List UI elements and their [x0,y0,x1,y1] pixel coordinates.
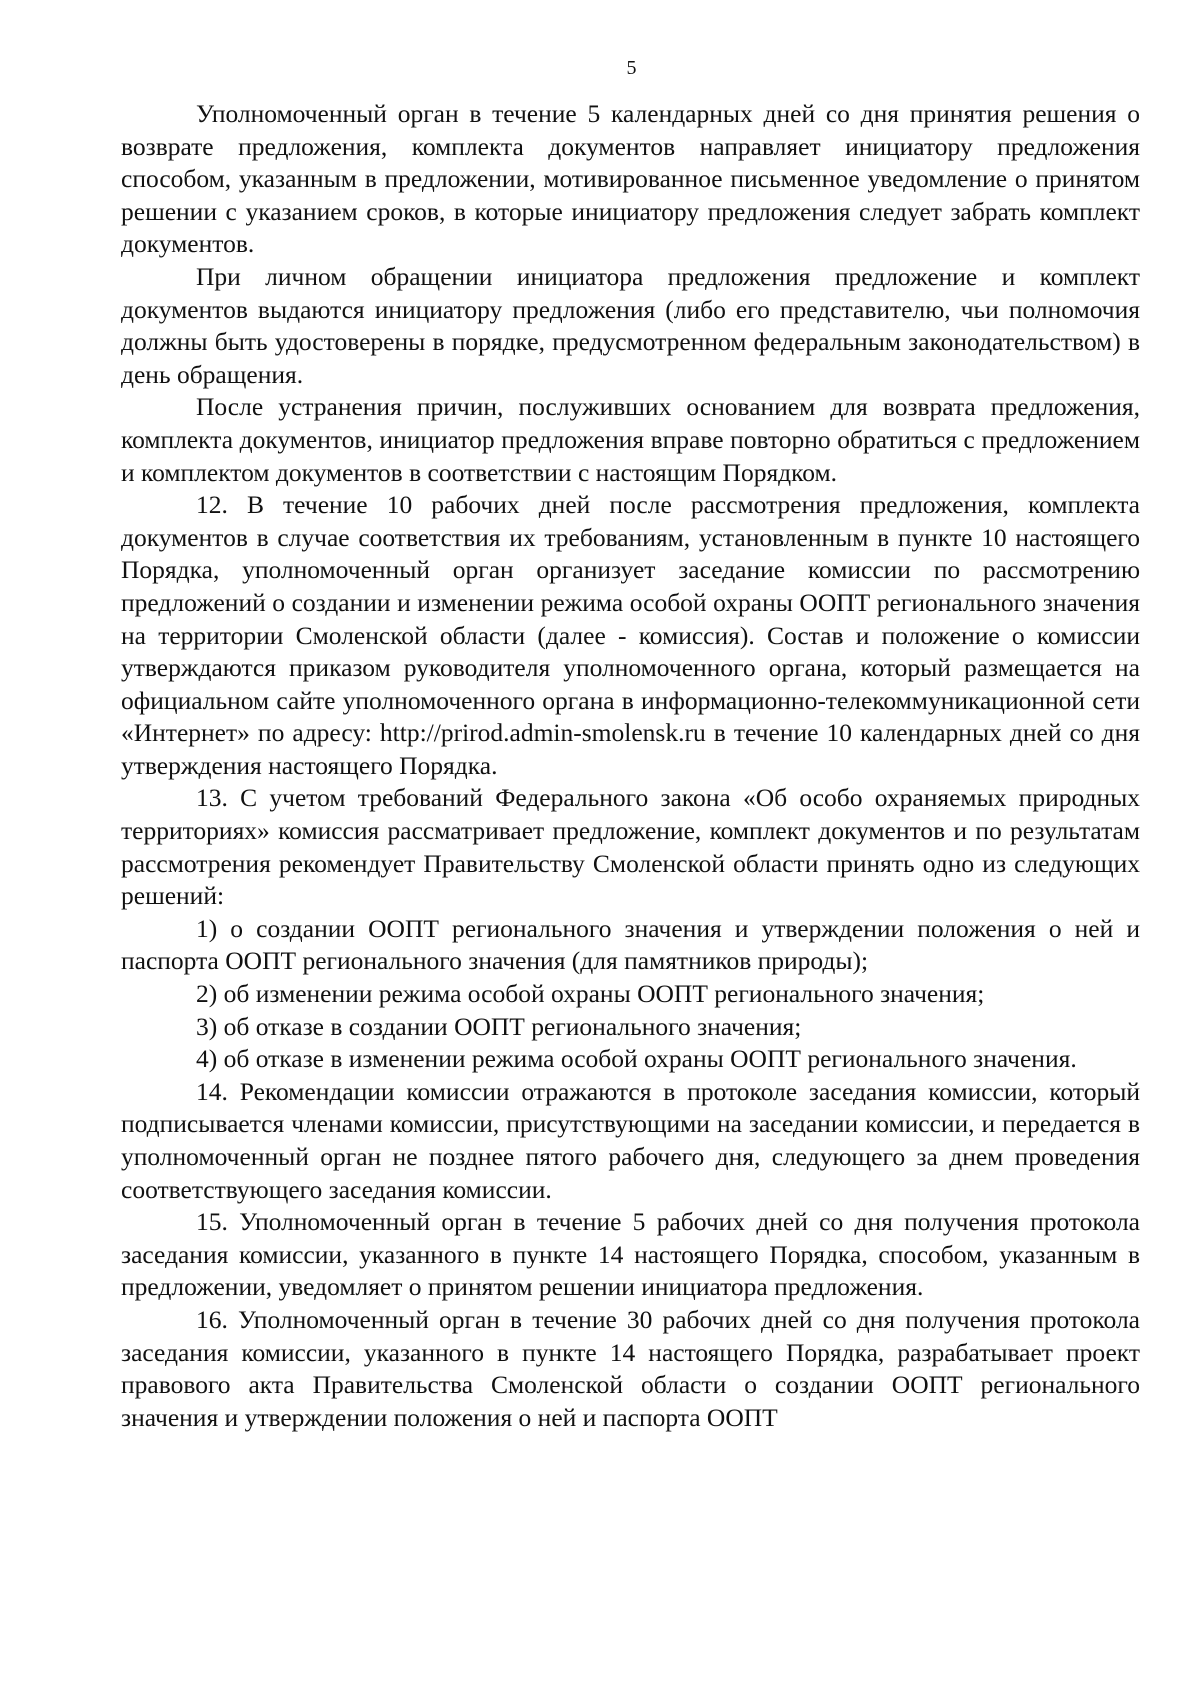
paragraph-item-13-2: 2) об изменении режима особой охраны ООПТ регионального значения; [196,979,985,1009]
paragraph-resubmission: После устранения причин, послуживших основанием для возврата предложения, комплекта документов, инициатор предложения вправе повторно обратиться с предложением и комплектом документов в соответствии с настоящим Порядком. [121,392,1140,487]
paragraph-item-13-4: 4) об отказе в изменении режима особой охраны ООПТ регионального значения. [196,1044,1077,1074]
paragraph-return-notice: Уполномоченный орган в течение 5 календарных дней со дня принятия решения о возврате предложения, комплекта документов направляет инициатору предложения способом, указанным в предложении, мотивированное письменное уведомление о принятом решении с указанием сроков, в которые инициатору предложения следует забрать комплект документов. [121,99,1140,259]
paragraph-personal-visit: При личном обращении инициатора предложения предложение и комплект документов выдаются инициатору предложения (либо его представителю, чьи полномочия должны быть удостоверены в порядке, предусмотренном федеральным законодательством) в день обращения. [121,261,1140,389]
paragraph-item-12: 12. В течение 10 рабочих дней после рассмотрения предложения, комплекта документов в случае соответствия их требованиям, установленным в пункте 10 настоящего Порядка, уполномоченный орган организует заседание комиссии по рассмотрению предложений о создании и изменении режима особой охраны ООПТ регионального значения на территории Смоленской области (далее - комиссия). Состав и положение о комиссии утверждаются приказом руководителя уполномоченного органа, который размещается на официальном сайте уполномоченного органа в информационно-телекоммуникационной сети «Интернет» по адресу: http://prirod.admin-smolensk.ru в течение 10 календарных дней со дня утверждения настоящего Порядка. [121,490,1140,780]
paragraph-item-16: 16. Уполномоченный орган в течение 30 рабочих дней со дня получения протокола заседания комиссии, указанного в пункте 14 настоящего Порядка, разрабатывает проект правового акта Правительства Смоленской области о создании ООПТ регионального значения и утверждении положения о ней и паспорта ООПТ [121,1304,1140,1432]
paragraph-item-14: 14. Рекомендации комиссии отражаются в протоколе заседания комиссии, который подписывается членами комиссии, присутствующими на заседании комиссии, и передается в уполномоченный орган не позднее пятого рабочего дня, следующего за днем проведения соответствующего заседания комиссии. [121,1076,1140,1204]
page-number: 5 [626,57,637,79]
document-body [121,98,1140,1434]
paragraph-item-13: 13. С учетом требований Федерального закона «Об особо охраняемых природных территориях» комиссия рассматривает предложение, комплект документов и по результатам рассмотрения рекомендует Правительству Смоленской области принять одно из следующих решений: [121,783,1140,911]
paragraph-item-13-1: 1) о создании ООПТ регионального значения и утверждении положения о ней и паспорта ООПТ регионального значения (для памятников природы); [121,913,1140,976]
paragraph-item-15: 15. Уполномоченный орган в течение 5 рабочих дней со дня получения протокола заседания комиссии, указанного в пункте 14 настоящего Порядка, способом, указанным в предложении, уведомляет о принятом решении инициатора предложения. [121,1207,1140,1302]
paragraph-item-13-3: 3) об отказе в создании ООПТ регионального значения; [196,1011,802,1041]
